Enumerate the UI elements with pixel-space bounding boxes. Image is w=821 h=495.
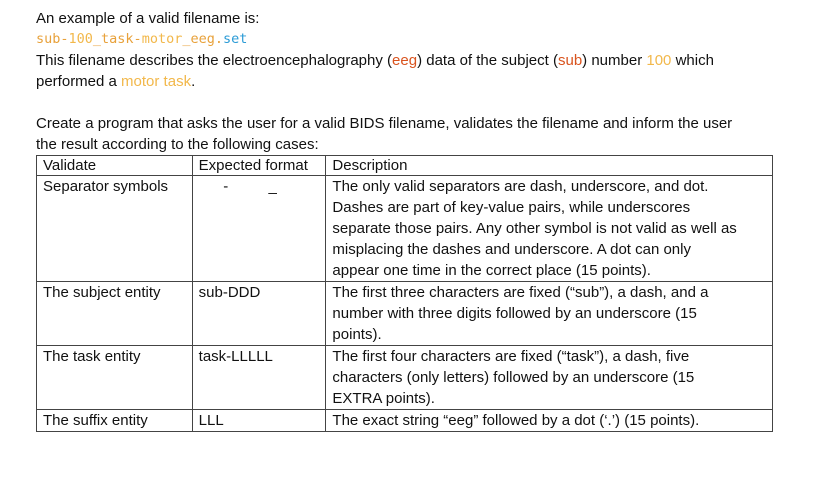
cell-validate: Separator symbols — [37, 176, 193, 282]
filename-number: 100 — [68, 31, 93, 47]
desc-text: performed a — [36, 73, 122, 90]
cell-description — [326, 176, 773, 282]
cell-format: LLL — [192, 410, 326, 432]
filename-description — [36, 50, 776, 71]
filename-sub: sub- — [36, 31, 69, 47]
desc-number: 100 — [646, 52, 672, 69]
cell-format: sub-DDD — [192, 282, 326, 346]
filename-motor: motor — [141, 31, 183, 47]
cell-description — [326, 346, 773, 410]
task-line-2: the result according to the following cases: — [36, 136, 319, 153]
desc-line: The first three characters are fixed (“sub”), a dash, and a — [332, 284, 709, 301]
table-row — [37, 346, 773, 410]
task-line-1: Create a program that asks the user for a valid BIDS filename, validates the filename and inform the user — [36, 115, 733, 132]
desc-line: The only valid separators are dash, underscore, and dot. — [332, 178, 709, 195]
desc-line: number with three digits followed by an underscore (15 — [332, 305, 697, 322]
desc-text: This filename describes the electroencephalography ( — [36, 52, 393, 69]
desc-text: which — [671, 52, 714, 69]
desc-line: characters (only letters) followed by an underscore (15 — [332, 369, 695, 386]
desc-line: The first four characters are fixed (“task”), a dash, five — [332, 348, 690, 365]
desc-line: points). — [332, 326, 382, 343]
table-row — [37, 410, 773, 432]
validation-table — [36, 155, 773, 432]
filename-ext: set — [222, 31, 248, 47]
desc-sub: sub — [557, 52, 583, 69]
desc-motor-task: motor task — [121, 73, 192, 90]
desc-line: EXTRA points). — [332, 390, 435, 407]
spacer — [36, 92, 776, 113]
cell-format: task-LLLLL — [192, 346, 326, 410]
filename-eeg: _eeg. — [182, 31, 223, 47]
desc-eeg: eeg — [392, 52, 418, 69]
filename-task: _task- — [92, 31, 142, 47]
header-validate: Validate — [37, 156, 193, 176]
desc-line: The exact string “eeg” followed by a dot (‘.’) (15 points). — [332, 412, 700, 429]
document — [36, 8, 776, 432]
desc-line: misplacing the dashes and underscore. A dot can only — [332, 241, 691, 258]
desc-line: Dashes are part of key-value pairs, while underscores — [332, 199, 691, 216]
desc-text: ) number — [582, 52, 647, 69]
table-row — [37, 282, 773, 346]
table-row — [37, 176, 773, 282]
table-header-row — [37, 156, 773, 176]
intro-line: An example of a valid filename is: — [36, 10, 260, 27]
example-filename — [36, 29, 776, 50]
cell-description — [326, 410, 773, 432]
cell-validate: The subject entity — [37, 282, 193, 346]
filename-description-2 — [36, 71, 776, 92]
cell-format: - _ — [192, 176, 326, 282]
desc-line: separate those pairs. Any other symbol is not valid as well as — [332, 220, 737, 237]
cell-validate: The task entity — [37, 346, 193, 410]
desc-line: appear one time in the correct place (15 points). — [332, 262, 651, 279]
desc-text: . — [191, 73, 196, 90]
cell-validate: The suffix entity — [37, 410, 193, 432]
header-expected-format: Expected format — [192, 156, 326, 176]
desc-text: ) data of the subject ( — [417, 52, 558, 69]
cell-description — [326, 282, 773, 346]
header-description: Description — [326, 156, 773, 176]
